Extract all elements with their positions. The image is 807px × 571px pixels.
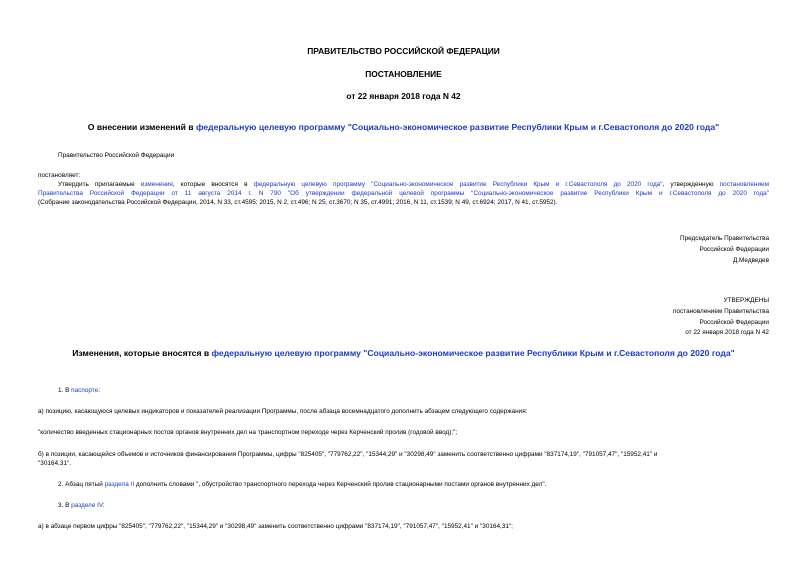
document-title — [0, 122, 807, 132]
item-text: : — [98, 387, 100, 394]
resolution-link[interactable]: Правительства Российской Федерации от 11 августа 2014 г. N 790 "Об утверждении федеральной целевой программы "Социально-экономическое развитие Республики Крым и г.Севастополя до 2020 года" — [38, 190, 769, 197]
section-4-link[interactable]: разделе IV — [71, 502, 103, 509]
body-paragraph-line1 — [38, 180, 769, 189]
program-link[interactable]: федеральную целевую программу "Социально-экономическое развитие Республики Крым и г.Севастополя до 2020 года" — [253, 181, 663, 188]
item-2 — [58, 480, 546, 489]
body-paragraph-line2 — [38, 189, 769, 198]
changes-title-prefix: Изменения, которые вносятся в — [72, 348, 212, 358]
document-date-number: от 22 января 2018 года N 42 — [346, 91, 461, 101]
item-1a: а) позицию, касающуюся целевых индикаторов и показателей реализации Программы, после абзаца восемнадцатого дополнить абзацем следующего содержания: — [38, 408, 528, 415]
body-text: Утвердить прилагаемые — [58, 181, 141, 188]
body-text: , которые вносятся в — [172, 181, 254, 188]
section-2-link[interactable]: раздела II — [104, 481, 135, 488]
item-text: 1. В — [58, 387, 72, 394]
body-text: , утвержденную — [662, 181, 720, 188]
item-3 — [58, 501, 105, 510]
signature-name: Д.Медведев — [732, 257, 769, 264]
item-text: дополнить словами ", обустройство транспортного перехода через Керченский пролив стационарными постами органов внутренних дел". — [134, 481, 547, 488]
body-paragraph-line3: (Собрание законодательства Российской Федерации, 2014, N 33, ст.4595; 2015, N 2, ст.496; N 25, ст.3670; N 35, ст.4991; 2016, N 11, ст.1539; N 49, ст.6924; 2017, N 41, ст.5952). — [38, 199, 558, 206]
item-1a-quote: "количество введенных стационарных постов органов внутренних дел на транспортном переходе через Керченский пролив (годовой ввод);"; — [38, 429, 458, 436]
resolution-link[interactable]: постановлением — [719, 181, 769, 188]
approved-line1: постановлением Правительства — [673, 308, 769, 315]
passport-link[interactable]: паспорте — [71, 387, 99, 394]
changes-title — [0, 348, 807, 358]
changes-link[interactable]: изменения — [140, 181, 173, 188]
program-link[interactable]: федеральную целевую программу "Социально-экономическое развитие Республики Крым и г.Севастополя до 2020 года" — [211, 348, 735, 358]
item-text: : — [102, 502, 105, 509]
government-name: ПРАВИТЕЛЬСТВО РОССИЙСКОЙ ФЕДЕРАЦИИ — [307, 46, 500, 56]
item-3a: а) в абзаце первом цифры "825405", "779762,22", "15344,29" и "30298,49" заменить соответственно цифрами "837174,19", "791057,47", "15952,41" и "30164,31"; — [38, 523, 513, 530]
resolves-text: постановляет: — [38, 172, 81, 179]
item-1b-line2: "30164,31". — [38, 460, 71, 467]
approved-line3: от 22 января 2018 года N 42 — [685, 329, 769, 336]
signature-country: Российской Федерации — [699, 246, 769, 253]
signature-title: Председатель Правительства — [680, 235, 769, 242]
intro-text: Правительство Российской Федерации — [58, 152, 175, 159]
item-1 — [58, 386, 100, 395]
approved-label: УТВЕРЖДЕНЫ — [723, 297, 769, 304]
approved-line2: Российской Федерации — [699, 319, 769, 326]
document-title-prefix: О внесении изменений в — [87, 122, 196, 132]
item-text: 2. Абзац пятый — [58, 481, 105, 488]
item-1b-line1: б) в позиции, касающейся объемов и источников финансирования Программы, цифры "825405", "779762,22", "15344,29" и "30298,49" заменить соответственно цифрами "837174,19", "791057,47", "15952,41" и — [38, 451, 658, 458]
item-text: 3. В — [58, 502, 72, 509]
document-type: ПОСТАНОВЛЕНИЕ — [365, 69, 442, 79]
program-link[interactable]: федеральную целевую программу "Социально-экономическое развитие Республики Крым и г.Севастополя до 2020 года" — [195, 122, 720, 132]
